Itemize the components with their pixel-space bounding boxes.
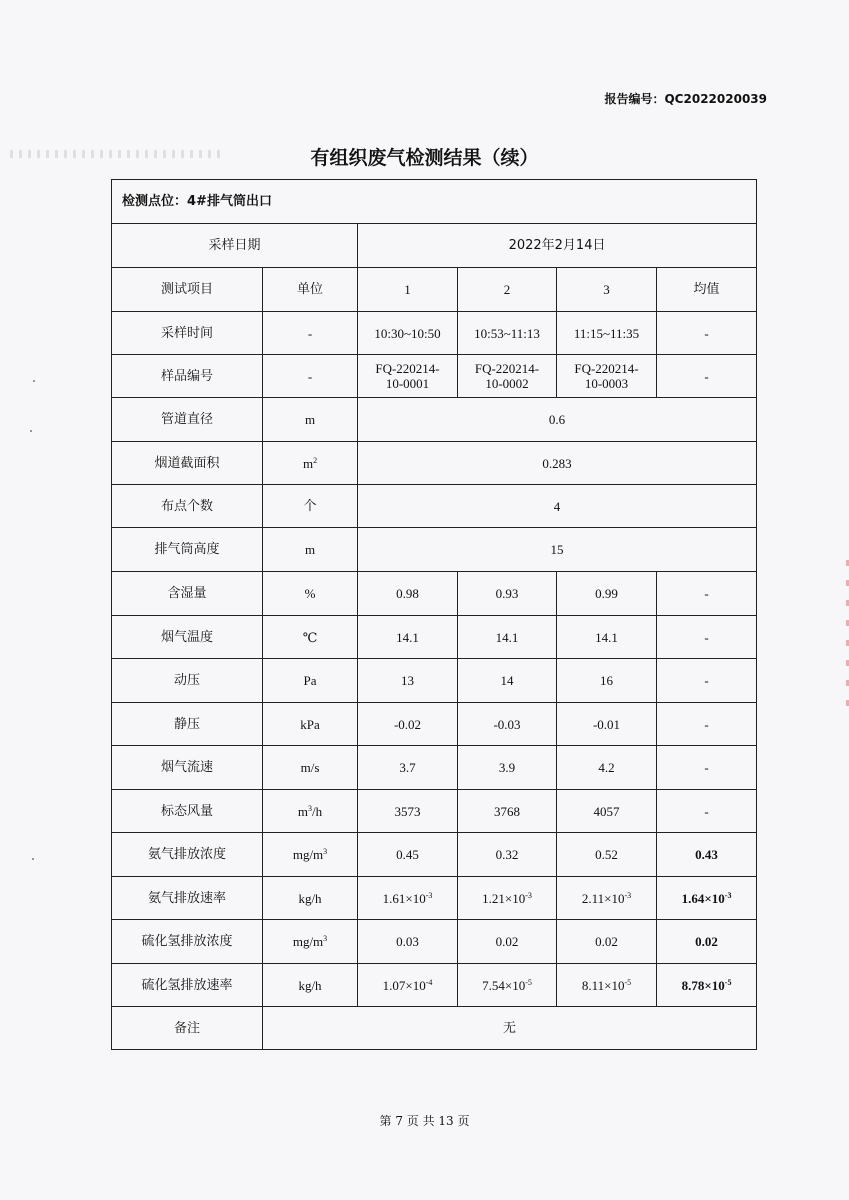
results-table (111, 179, 757, 1050)
value-cell: 0.98 (358, 572, 458, 616)
value-base: 8.78×10 (681, 977, 725, 993)
value-cell: 14.1 (358, 616, 458, 659)
average-cell (657, 964, 757, 1007)
table-row (112, 1007, 757, 1050)
row-label: 管道直径 (112, 398, 263, 442)
remark-label: 备注 (112, 1007, 263, 1050)
average-cell (657, 877, 757, 920)
unit-exponent: 2 (313, 455, 318, 465)
value-cell (557, 355, 657, 398)
value-cell: 0.283 (358, 442, 757, 485)
scan-dot (32, 858, 34, 860)
sample-no-line: FQ-220214- (574, 361, 639, 376)
value-base: 1.07×10 (382, 977, 426, 993)
value-exponent: -3 (724, 890, 732, 900)
unit-tail: /h (312, 803, 323, 819)
unit-cell: m (263, 398, 358, 442)
value-cell: 14.1 (458, 616, 557, 659)
unit-cell (263, 833, 358, 877)
value-cell: 10:53~11:13 (458, 312, 557, 355)
unit-cell: - (263, 312, 358, 355)
table-row (112, 224, 757, 268)
value-cell: 0.6 (358, 398, 757, 442)
value-cell: 14.1 (557, 616, 657, 659)
value-base: 8.11×10 (581, 977, 625, 993)
value-base: 7.54×10 (482, 977, 526, 993)
value-cell: 16 (557, 659, 657, 703)
value-exponent: -5 (724, 977, 732, 987)
average-cell: 0.43 (657, 833, 757, 877)
average-cell: - (657, 312, 757, 355)
value-cell (557, 877, 657, 920)
unit-base: mg/m (292, 847, 324, 862)
table-row (112, 920, 757, 964)
value-exponent: -3 (525, 890, 532, 900)
unit-base: mg/m (292, 934, 324, 949)
row-label: 氨气排放速率 (112, 877, 263, 920)
unit-cell: m (263, 528, 358, 572)
header-col-2: 2 (458, 268, 557, 312)
unit-exponent: 3 (323, 847, 328, 856)
value-cell (358, 355, 458, 398)
value-cell: -0.02 (358, 703, 458, 746)
row-label: 烟气温度 (112, 616, 263, 659)
value-cell (358, 964, 458, 1007)
table-row (112, 616, 757, 659)
sample-no-line: 10-0002 (485, 376, 529, 391)
row-label: 静压 (112, 703, 263, 746)
value-base: 2.11×10 (581, 890, 625, 906)
remark-value: 无 (263, 1007, 757, 1050)
row-label: 样品编号 (112, 355, 263, 398)
sample-no-line: 10-0001 (385, 376, 430, 391)
header-average: 均值 (657, 268, 757, 312)
average-cell: - (657, 355, 757, 398)
value-exponent: -5 (624, 977, 632, 987)
sample-no-line: FQ-220214- (474, 361, 540, 376)
value-cell: 13 (358, 659, 458, 703)
sampling-date-label: 采样日期 (112, 224, 358, 268)
unit-cell: kg/h (263, 964, 358, 1007)
scan-dot (30, 430, 32, 432)
value-cell: -0.03 (458, 703, 557, 746)
unit-base: m (302, 455, 314, 471)
table-row (112, 268, 757, 312)
unit-cell: % (263, 572, 358, 616)
monitoring-point: 检测点位：4#排气筒出口 (112, 180, 757, 224)
unit-cell: m/s (263, 746, 358, 790)
row-label: 氨气排放浓度 (112, 833, 263, 877)
row-label: 排气筒高度 (112, 528, 263, 572)
unit-cell: kg/h (263, 877, 358, 920)
sampling-date: 2022年2月14日 (358, 224, 757, 268)
value-cell: 0.02 (557, 920, 657, 964)
row-label: 烟气流速 (112, 746, 263, 790)
row-label: 烟道截面积 (112, 442, 263, 485)
value-cell: 3.9 (458, 746, 557, 790)
value-cell: 0.03 (358, 920, 458, 964)
value-base: 1.64×10 (681, 890, 725, 906)
table-row (112, 746, 757, 790)
value-exponent: -3 (425, 890, 433, 900)
table-row (112, 180, 757, 224)
unit-cell (263, 920, 358, 964)
average-cell: - (657, 746, 757, 790)
row-label: 含湿量 (112, 572, 263, 616)
value-exponent: -4 (425, 977, 433, 987)
table-row (112, 572, 757, 616)
table-row (112, 442, 757, 485)
value-cell: 10:30~10:50 (358, 312, 458, 355)
sample-no-line: FQ-220214- (375, 361, 440, 376)
value-exponent: -3 (624, 890, 632, 900)
sample-no-line: 10-0003 (584, 376, 629, 391)
row-label: 采样时间 (112, 312, 263, 355)
unit-base: m (297, 803, 308, 819)
unit-cell: kPa (263, 703, 358, 746)
value-cell: 0.99 (557, 572, 657, 616)
table-row (112, 877, 757, 920)
page-footer: 第 7 页 共 13 页 (379, 1114, 470, 1128)
table-row (112, 485, 757, 528)
unit-cell: - (263, 355, 358, 398)
row-label: 标态风量 (112, 790, 263, 833)
value-cell: 11:15~11:35 (557, 312, 657, 355)
unit-cell (263, 442, 358, 485)
average-cell: 0.02 (657, 920, 757, 964)
value-cell: 0.45 (358, 833, 458, 877)
table-row (112, 833, 757, 877)
average-cell: - (657, 703, 757, 746)
row-label: 硫化氢排放速率 (112, 964, 263, 1007)
value-exponent: -5 (525, 977, 532, 987)
value-cell: 3768 (458, 790, 557, 833)
row-label: 布点个数 (112, 485, 263, 528)
table-row (112, 528, 757, 572)
unit-cell: 个 (263, 485, 358, 528)
value-cell: 3.7 (358, 746, 458, 790)
value-cell: 3573 (358, 790, 458, 833)
page-title: 有组织废气检测结果（续） (310, 147, 539, 169)
value-cell: 15 (358, 528, 757, 572)
header-col-1: 1 (358, 268, 458, 312)
scan-dot (33, 380, 35, 382)
value-cell (458, 877, 557, 920)
value-cell: 0.02 (458, 920, 557, 964)
value-base: 1.61×10 (382, 890, 426, 906)
header-col-3: 3 (557, 268, 657, 312)
table-row (112, 312, 757, 355)
value-cell: 0.52 (557, 833, 657, 877)
unit-cell (263, 790, 358, 833)
row-label: 硫化氢排放浓度 (112, 920, 263, 964)
table-row (112, 703, 757, 746)
value-cell: 14 (458, 659, 557, 703)
value-cell (458, 355, 557, 398)
value-cell: -0.01 (557, 703, 657, 746)
average-cell: - (657, 659, 757, 703)
value-cell: 4.2 (557, 746, 657, 790)
unit-cell: ℃ (263, 616, 358, 659)
value-cell: 4 (358, 485, 757, 528)
table-row (112, 964, 757, 1007)
unit-exponent: 3 (323, 934, 328, 943)
value-cell (557, 964, 657, 1007)
table-row (112, 398, 757, 442)
table-row (112, 790, 757, 833)
table-row (112, 355, 757, 398)
unit-cell: Pa (263, 659, 358, 703)
header-item: 测试项目 (112, 268, 263, 312)
value-base: 1.21×10 (482, 890, 526, 906)
value-cell: 4057 (557, 790, 657, 833)
report-number: 报告编号：QC2022020039 (604, 92, 767, 106)
header-unit: 单位 (263, 268, 358, 312)
average-cell: - (657, 572, 757, 616)
value-cell (358, 877, 458, 920)
table-row (112, 659, 757, 703)
average-cell: - (657, 790, 757, 833)
value-cell (458, 964, 557, 1007)
unit-exponent: 3 (308, 803, 312, 813)
row-label: 动压 (112, 659, 263, 703)
value-cell: 0.93 (458, 572, 557, 616)
value-cell: 0.32 (458, 833, 557, 877)
average-cell: - (657, 616, 757, 659)
